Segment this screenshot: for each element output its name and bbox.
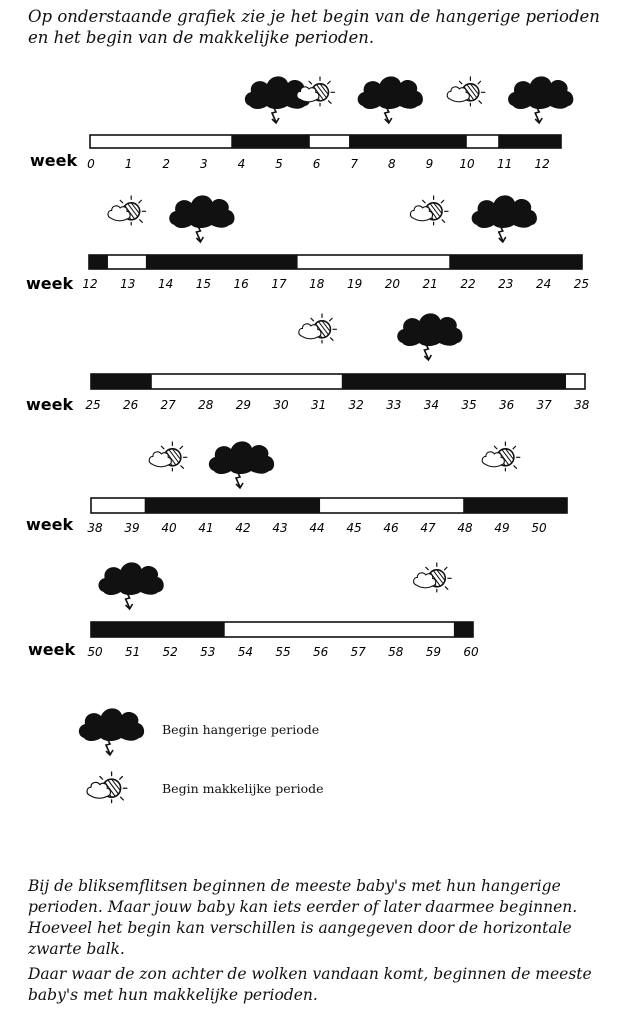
fussy-range-bar xyxy=(349,135,467,148)
sun-cloud-icon xyxy=(414,563,452,592)
week-tick-label: 20 xyxy=(384,277,401,291)
fussy-range-bar xyxy=(91,374,152,389)
week-tick-label: 47 xyxy=(420,521,436,535)
storm-cloud-icon xyxy=(472,195,537,242)
intro-text: Op onderstaande grafiek zie je het begin van de hangerige perioden en het begin van de makkelijke perioden. xyxy=(28,7,600,47)
sun-cloud-icon xyxy=(447,77,485,106)
week-tick-label: 12 xyxy=(82,277,98,291)
legend-label-easy: Begin makkelijke periode xyxy=(162,781,324,796)
week-tick-label: 9 xyxy=(425,157,434,171)
week-tick-label: 31 xyxy=(310,398,327,412)
week-tick-label: 15 xyxy=(195,277,212,291)
week-tick-label: 19 xyxy=(346,277,363,291)
timeline-bar-row-1 xyxy=(90,135,561,148)
week-tick-label: 2 xyxy=(162,157,171,171)
fussy-range-bar xyxy=(342,374,566,389)
week-tick-label: 34 xyxy=(423,398,440,412)
legend-sun-cloud-icon xyxy=(87,772,127,803)
outro-text-1: Bij de bliksemflitsen beginnen de meeste baby's met hun hangerige perioden. Maar jouw baby kan iets eerder of later daarmee beginnen. Hoeveel het begin kan verschillen is aangegeven door de horizontale zwarte balk. xyxy=(28,877,578,958)
week-tick-label: 39 xyxy=(124,521,140,535)
week-tick-label: 0 xyxy=(87,157,95,171)
week-tick-label: 33 xyxy=(386,398,402,412)
week-tick-label: 13 xyxy=(120,277,136,291)
week-tick-label: 30 xyxy=(273,398,289,412)
week-tick-label: 56 xyxy=(312,645,329,659)
week-label-row-3: week xyxy=(26,395,74,414)
week-label-row-5: week xyxy=(28,640,76,659)
week-tick-label: 8 xyxy=(387,157,396,171)
sun-cloud-icon xyxy=(149,442,187,471)
week-tick-label: 18 xyxy=(309,277,325,291)
week-tick-label: 53 xyxy=(200,645,216,659)
storm-cloud-icon xyxy=(358,76,423,123)
week-tick-label: 5 xyxy=(275,157,283,171)
storm-cloud-icon xyxy=(169,195,234,242)
week-tick-label: 50 xyxy=(87,645,103,659)
week-tick-label: 42 xyxy=(235,521,251,535)
week-tick-label: 12 xyxy=(534,157,550,171)
week-tick-label: 35 xyxy=(461,398,477,412)
fussy-range-bar xyxy=(89,255,108,269)
fussy-range-bar xyxy=(146,255,298,269)
week-tick-label: 55 xyxy=(275,645,291,659)
week-tick-label: 10 xyxy=(459,157,475,171)
fussy-range-bar xyxy=(91,622,225,637)
outro-text-2: Daar waar de zon achter de wolken vandaan komt, beginnen de meeste baby's met hun makkelijke perioden. xyxy=(28,965,592,1004)
sun-cloud-icon xyxy=(482,442,520,471)
week-tick-label: 45 xyxy=(346,521,362,535)
week-tick-label: 3 xyxy=(199,157,208,171)
week-tick-label: 21 xyxy=(422,277,438,291)
week-tick-label: 49 xyxy=(494,521,510,535)
sun-cloud-icon xyxy=(299,314,337,343)
week-tick-label: 29 xyxy=(235,398,252,412)
week-tick-label: 11 xyxy=(496,157,513,171)
week-label-row-2: week xyxy=(26,274,74,293)
week-tick-label: 60 xyxy=(463,645,479,659)
week-tick-label: 58 xyxy=(388,645,404,659)
storm-cloud-icon xyxy=(209,441,274,488)
fussy-range-bar xyxy=(145,498,320,513)
legend-storm-cloud-icon xyxy=(79,708,144,755)
week-tick-label: 23 xyxy=(498,277,514,291)
week-tick-label: 27 xyxy=(160,398,176,412)
week-tick-label: 32 xyxy=(348,398,364,412)
week-tick-label: 14 xyxy=(157,277,174,291)
week-tick-label: 36 xyxy=(498,398,515,412)
week-tick-label: 52 xyxy=(162,645,178,659)
week-tick-label: 4 xyxy=(237,157,246,171)
week-tick-label: 26 xyxy=(122,398,139,412)
week-tick-label: 46 xyxy=(383,521,399,535)
week-tick-label: 38 xyxy=(87,521,103,535)
week-tick-label: 37 xyxy=(536,398,552,412)
week-tick-label: 16 xyxy=(233,277,249,291)
fussy-range-bar xyxy=(498,135,561,148)
week-tick-label: 41 xyxy=(198,521,214,535)
week-tick-label: 38 xyxy=(574,398,590,412)
week-tick-label: 51 xyxy=(124,645,141,659)
fussy-range-bar xyxy=(231,135,309,148)
week-tick-label: 25 xyxy=(85,398,101,412)
week-tick-label: 44 xyxy=(309,521,325,535)
week-tick-label: 59 xyxy=(425,645,442,659)
week-tick-label: 7 xyxy=(350,157,359,171)
week-tick-label: 48 xyxy=(457,521,473,535)
week-tick-label: 50 xyxy=(531,521,547,535)
week-tick-label: 6 xyxy=(312,157,321,171)
week-tick-label: 57 xyxy=(350,645,366,659)
legend-label-fussy: Begin hangerige periode xyxy=(162,722,320,737)
week-tick-label: 43 xyxy=(272,521,288,535)
storm-cloud-icon xyxy=(397,313,462,360)
week-tick-label: 1 xyxy=(124,157,133,171)
sun-cloud-icon xyxy=(108,196,146,225)
week-label-row-1: week xyxy=(30,151,78,170)
sun-cloud-icon xyxy=(410,196,448,225)
fussy-range-bar xyxy=(463,498,567,513)
storm-cloud-icon xyxy=(508,76,573,123)
week-tick-label: 40 xyxy=(161,521,177,535)
week-tick-label: 17 xyxy=(271,277,287,291)
week-tick-label: 22 xyxy=(460,277,476,291)
week-tick-label: 25 xyxy=(573,277,590,291)
week-tick-label: 24 xyxy=(535,277,552,291)
fussy-range-bar xyxy=(449,255,582,269)
week-label-row-4: week xyxy=(26,515,74,534)
week-tick-label: 54 xyxy=(237,645,254,659)
week-tick-label: 28 xyxy=(198,398,214,412)
fussy-range-bar xyxy=(454,622,473,637)
storm-cloud-icon xyxy=(98,562,163,609)
